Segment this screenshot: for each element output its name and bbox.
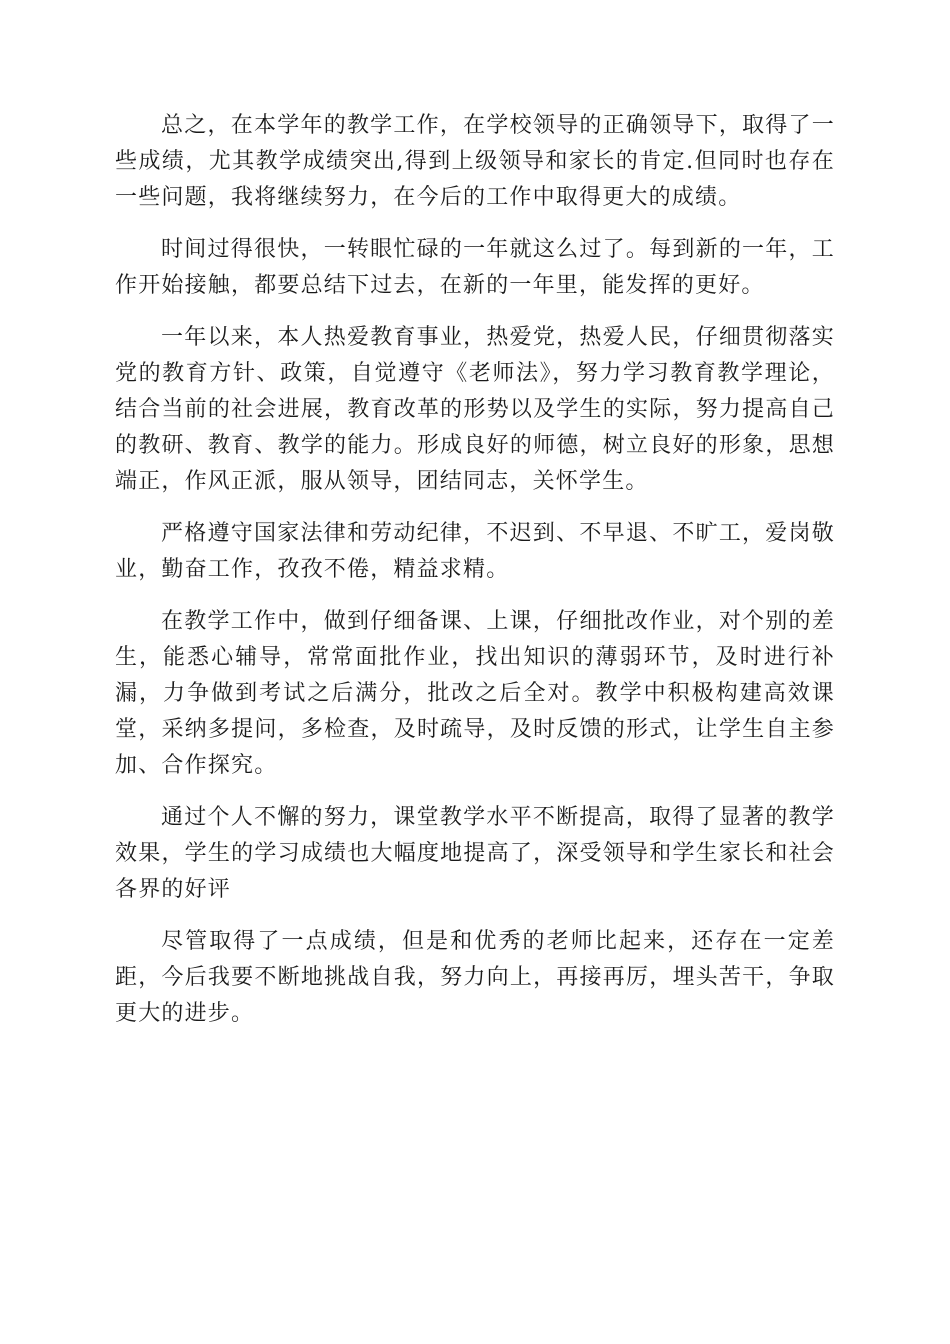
paragraph-time-passes: 时间过得很快，一转眼忙碌的一年就这么过了。每到新的一年，工作开始接触，都要总结下过去，在新的一年里，能发挥的更好。 [115,237,835,298]
paragraph-results: 通过个人不懈的努力，课堂教学水平不断提高，取得了显著的教学效果，学生的学习成绩也大幅度地提高了，深受领导和学生家长和社会各界的好评 [115,805,835,902]
paragraph-future: 尽管取得了一点成绩，但是和优秀的老师比起来，还存在一定差距，今后我要不断地挑战自我，努力向上，再接再厉，埋头苦干，争取更大的进步。 [115,929,835,1026]
paragraph-discipline: 严格遵守国家法律和劳动纪律，不迟到、不早退、不旷工，爱岗敬业，勤奋工作，孜孜不倦，精益求精。 [115,521,835,582]
paragraph-teaching-work: 在教学工作中，做到仔细备课、上课，仔细批改作业，对个别的差生，能悉心辅导，常常面批作业，找出知识的薄弱环节，及时进行补漏，力争做到考试之后满分，批改之后全对。教学中积极构建高效课堂，采纳多提问，多检查，及时疏导，及时反馈的形式，让学生自主参加、合作探究。 [115,609,835,778]
document-body [115,108,835,1048]
paragraph-summary: 总之，在本学年的教学工作，在学校领导的正确领导下，取得了一些成绩，尤其教学成绩突出,得到上级领导和家长的肯定.但同时也存在一些问题，我将继续努力，在今后的工作中取得更大的成绩。 [115,113,835,210]
paragraph-past-year: 一年以来，本人热爱教育事业，热爱党，热爱人民，仔细贯彻落实党的教育方针、政策，自觉遵守《老师法》，努力学习教育教学理论，结合当前的社会进展，教育改革的形势以及学生的实际，努力提高自己的教研、教育、教学的能力。形成良好的师德，树立良好的形象，思想端正，作风正派，服从领导，团结同志，关怀学生。 [115,325,835,494]
